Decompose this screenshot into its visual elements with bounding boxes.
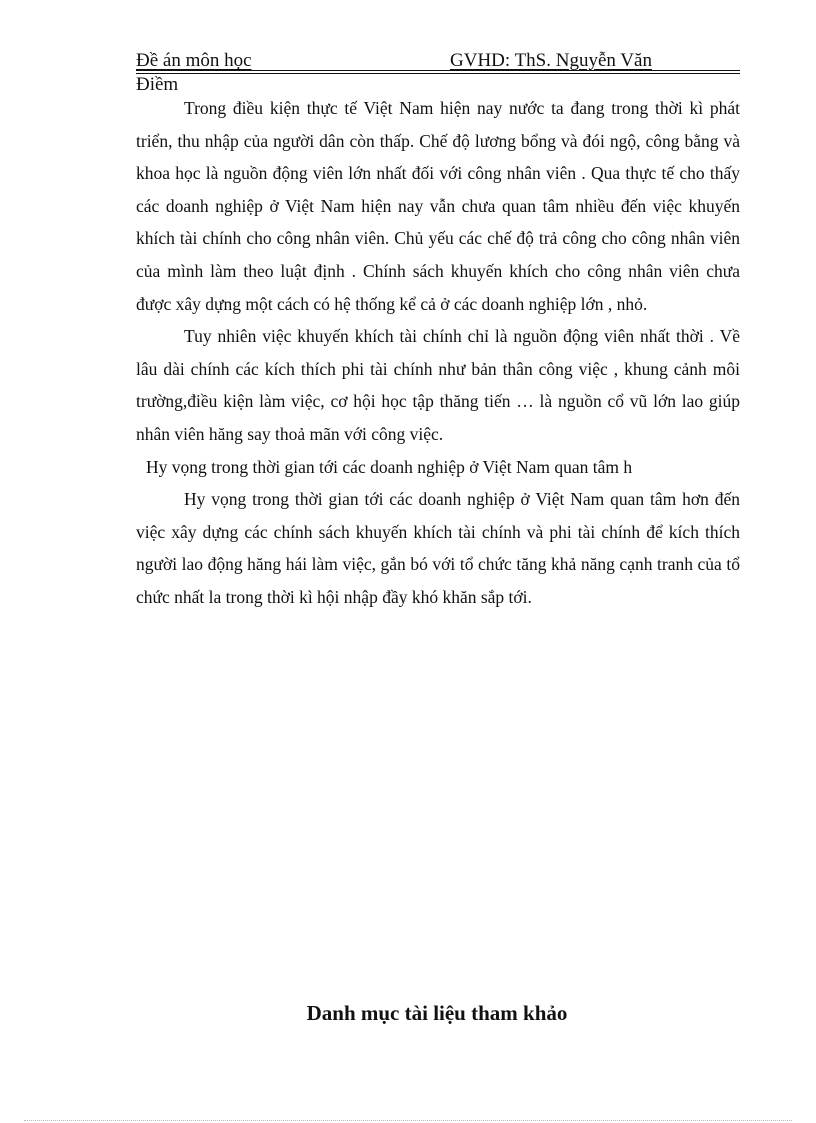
header-rule-top <box>136 70 740 71</box>
header-course-title: Đề án môn học <box>136 50 252 71</box>
paragraph-3: Hy vọng trong thời gian tới các doanh nghiệp ở Việt Nam quan tâm hơn đến việc xây dựng các chính sách khuyến khích tài chính và phi tài chính để kích thích người lao động hăng hái làm việc, gắn bó với tổ chức tăng khả năng cạnh tranh của tổ chức nhất la trong thời kì hội nhập đầy khó khăn sắp tới. <box>136 489 740 607</box>
header-supervisor-continuation: Điềm <box>136 74 179 95</box>
paragraph-1: Trong điều kiện thực tế Việt Nam hiện nay nước ta đang trong thời kì phát triển, thu nhập của người dân còn thấp. Chế độ lương bổng và đói ngộ, công bằng và khoa học là nguồn động viên lớn nhất đối với công nhân viên . Qua thực tế cho thấy các doanh nghiệp ở Việt Nam hiện nay vẫn chưa quan tâm nhiều đến việc khuyến khích tài chính cho công nhân viên. Chủ yếu các chế độ trả công cho công nhân viên của mình làm theo luật định . Chính sách khuyến khích cho công nhân viên chưa được xây dựng một cách có hệ thống kể cả ở các doanh nghiệp lớn , nhỏ. <box>136 98 740 314</box>
header-rule-bottom <box>136 73 740 74</box>
conclusion-body <box>136 92 740 614</box>
page-bottom-dotted-rule <box>24 1120 792 1121</box>
header-supervisor: GVHD: ThS. Nguyễn Văn <box>450 50 652 71</box>
page-header <box>136 50 740 72</box>
paragraph-2: Tuy nhiên việc khuyến khích tài chính chỉ là nguồn động viên nhất thời . Về lâu dài chính các kích thích phi tài chính như bản thân công việc , khung cảnh môi trường,điều kiện làm việc, cơ hội học tập thăng tiến … là nguồn cổ vũ lớn lao giúp nhân viên hăng say thoả mãn với công việc. <box>136 326 740 444</box>
paragraph-stray-fragment: Hy vọng trong thời gian tới các doanh nghiệp ở Việt Nam quan tâm h <box>146 456 633 477</box>
references-heading: Danh mục tài liệu tham khảo <box>306 1001 568 1025</box>
